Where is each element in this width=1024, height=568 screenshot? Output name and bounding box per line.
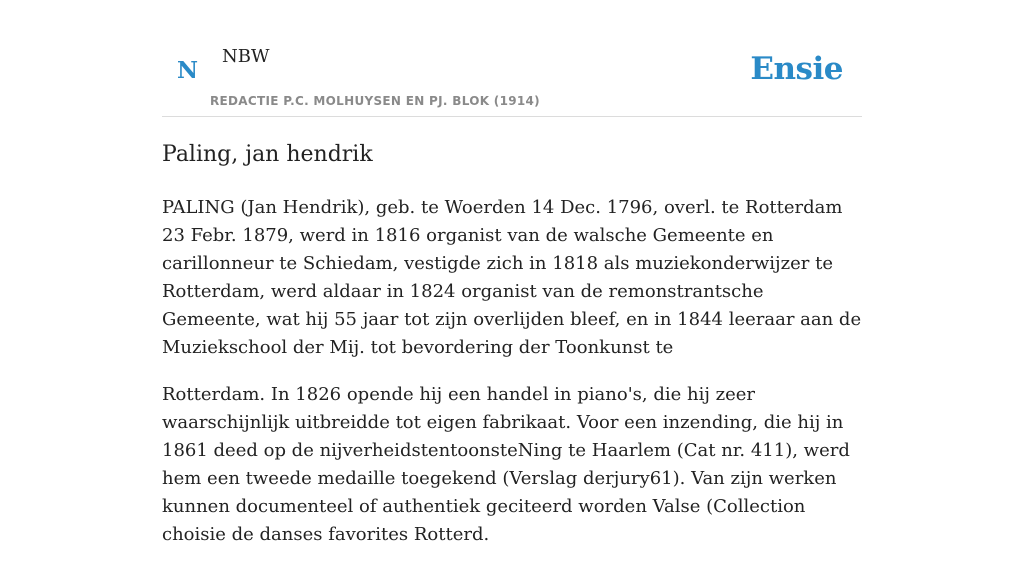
article-paragraph: PALING (Jan Hendrik), geb. te Woerden 14 Dec. 1796, overl. te Rotterdam 23 Febr. 1879, werd in 1816 organist van de walsche Gemeente en carillonneur te Schiedam, vestigde zich in 1818 als muziekonderwijzer te Rotterdam, werd aldaar in 1824 organist van de remonstrantsche Gemeente, wat hij 55 jaar tot zijn overlijden bleef, en in 1844 leeraar aan de Muziekschool der Mij. tot bevordering der Toonkunst te (162, 197, 862, 358)
article (162, 140, 862, 568)
source-header (162, 0, 862, 117)
source-logo[interactable]: N (177, 57, 199, 84)
source-title[interactable]: NBW (222, 46, 270, 67)
article-title: Paling, jan hendrik (162, 142, 373, 167)
source-subtitle: REDACTIE P.C. MOLHUYSEN EN PJ. BLOK (1914) (210, 94, 540, 108)
ensie-logo[interactable]: Ensie (750, 51, 843, 87)
article-paragraph: Rotterdam. In 1826 opende hij een handel in piano's, die hij zeer waarschijnlijk uitbreidde tot eigen fabrikaat. Voor een inzending, die hij in 1861 deed op de nijverheidstentoonsteNing te Haarlem (Cat nr. 411), werd hem een tweede medaille toegekend (Verslag derjury61). Van zijn werken kunnen documenteel of authentiek geciteerd worden Valse (Collection choisie de danses favorites Rotterd. (162, 384, 850, 545)
